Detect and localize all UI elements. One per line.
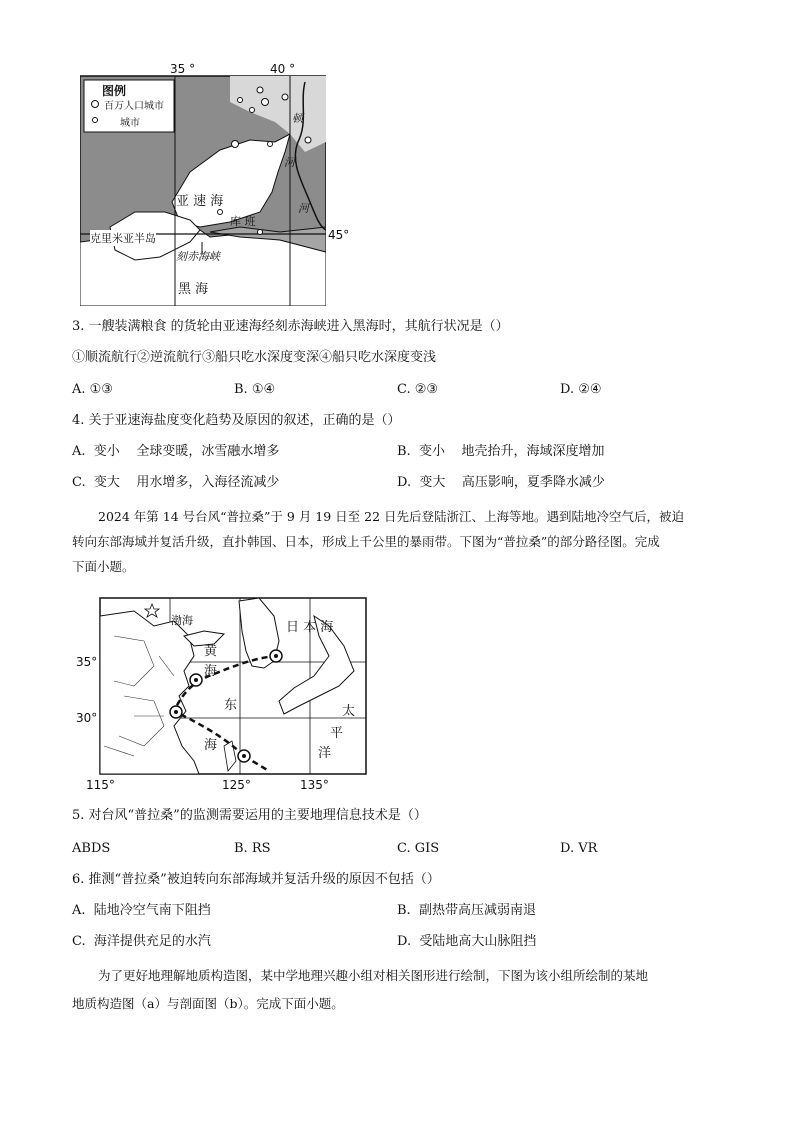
map2-lat-30: 30° [76, 711, 98, 725]
q6-stem: 6. 推测“普拉桑”被迫转向东部海域并复活升级的原因不包括（） [72, 872, 440, 887]
q3-statement: ①顺流航行②逆流航行③船只吃水深度变深④船只吃水深度变浅 [72, 350, 437, 365]
q3-option-b[interactable]: B. ①④ [234, 382, 276, 397]
typhoon-icon-4 [270, 650, 282, 662]
q5-option-d[interactable]: D. VR [560, 841, 598, 856]
yellow-sea-label-1: 黄 [204, 644, 218, 659]
passage2-line-2: 地质构造图（a）与剖面图（b）。完成下面小题。 [72, 996, 344, 1011]
bohai-label: 渤海 [171, 614, 193, 627]
q3-option-c[interactable]: C. ②③ [397, 382, 439, 397]
map2-lon-125: 125° [222, 778, 251, 792]
q4-option-c[interactable]: C. 变大 用水增多，入海径流减少 [72, 475, 280, 490]
legend-title: 图例 [102, 84, 127, 98]
typhoon-icon-3 [190, 674, 202, 686]
q6-option-a[interactable]: A. 陆地冷空气南下阻挡 [72, 903, 211, 918]
q5-option-b[interactable]: B. RS [234, 841, 271, 856]
q3-option-d[interactable]: D. ②④ [560, 382, 602, 397]
legend-million-city: 百万人口城市 [104, 101, 164, 112]
map1-lon-35: 35 ° [170, 62, 196, 76]
east-sea-label-1: 东 [224, 698, 238, 713]
q6-option-d[interactable]: D. 受陆地高大山脉阻挡 [397, 934, 537, 949]
passage1-line-1: 2024 年第 14 号台风“普拉桑”于 9 月 19 日至 22 日先后登陆浙江、上海等地。遇到陆地冷空气后，被迫 [98, 509, 685, 524]
black-sea-label: 黑 海 [178, 282, 209, 297]
q4-option-b[interactable]: B. 变小 地壳抬升，海域深度增加 [397, 444, 605, 459]
typhoon-icon-2 [170, 706, 182, 718]
kuban-label: 库 班 [230, 215, 256, 228]
q4-stem: 4. 关于亚速海盐度变化趋势及原因的叙述，正确的是（） [72, 413, 401, 428]
pacific-label-3: 洋 [318, 746, 332, 761]
passage1-line-2: 转向东部海域并复活升级，直扑韩国、日本，形成上千公里的暴雨带。下图为“普拉桑”的部分路径图。完成 [72, 534, 660, 549]
pacific-label-1: 太 [342, 704, 356, 719]
pacific-label-2: 平 [330, 726, 344, 741]
q4-option-a[interactable]: A. 变小 全球变暖，冰雪融水增多 [72, 444, 280, 459]
q5-option-a[interactable]: ABDS [72, 841, 111, 856]
river-label-2: 河 [298, 202, 309, 215]
azov-sea-label: 亚 速 海 [176, 194, 224, 209]
japan-sea-label: 日 本 海 [286, 620, 334, 635]
map2-lon-135: 135° [300, 778, 329, 792]
q5-stem: 5. 对台风“普拉桑”的监测需要运用的主要地理信息技术是（） [72, 808, 427, 823]
typhoon-icon-1 [238, 750, 250, 762]
map2-lon-115: 115° [86, 778, 115, 792]
map1-lat-45: 45° [328, 228, 350, 242]
kerch-strait-label: 刻赤海峡 [176, 250, 220, 263]
passage1-line-3: 下面小题。 [72, 559, 135, 574]
legend-city: 城市 [120, 118, 140, 129]
yellow-sea-label-2: 海 [204, 664, 218, 679]
don-label: 顿 [292, 112, 303, 125]
east-sea-label-2: 海 [204, 738, 218, 753]
q4-option-d[interactable]: D. 变大 高压影响，夏季降水减少 [397, 475, 605, 490]
map-azov-sea [80, 62, 350, 306]
crimea-label: 克里米亚半岛 [90, 232, 156, 245]
q6-option-b[interactable]: B. 副热带高压减弱南退 [397, 903, 536, 918]
q3-option-a[interactable]: A. ①③ [72, 382, 113, 397]
river-label-1: 河 [284, 156, 295, 169]
q5-option-c[interactable]: C. GIS [397, 841, 440, 856]
map2-lat-35: 35° [76, 655, 98, 669]
map-typhoon-path [74, 596, 374, 792]
passage2-line-1: 为了更好地理解地质构造图，某中学地理兴趣小组对相关图形进行绘制，下图为该小组所绘制的某地 [98, 968, 649, 983]
map1-lon-40: 40 ° [270, 62, 296, 76]
q3-stem: 3. 一艘装满粮食 的货轮由亚速海经刻赤海峡进入黑海时，其航行状况是（） [72, 319, 509, 334]
q6-option-c[interactable]: C. 海洋提供充足的水汽 [72, 934, 211, 949]
